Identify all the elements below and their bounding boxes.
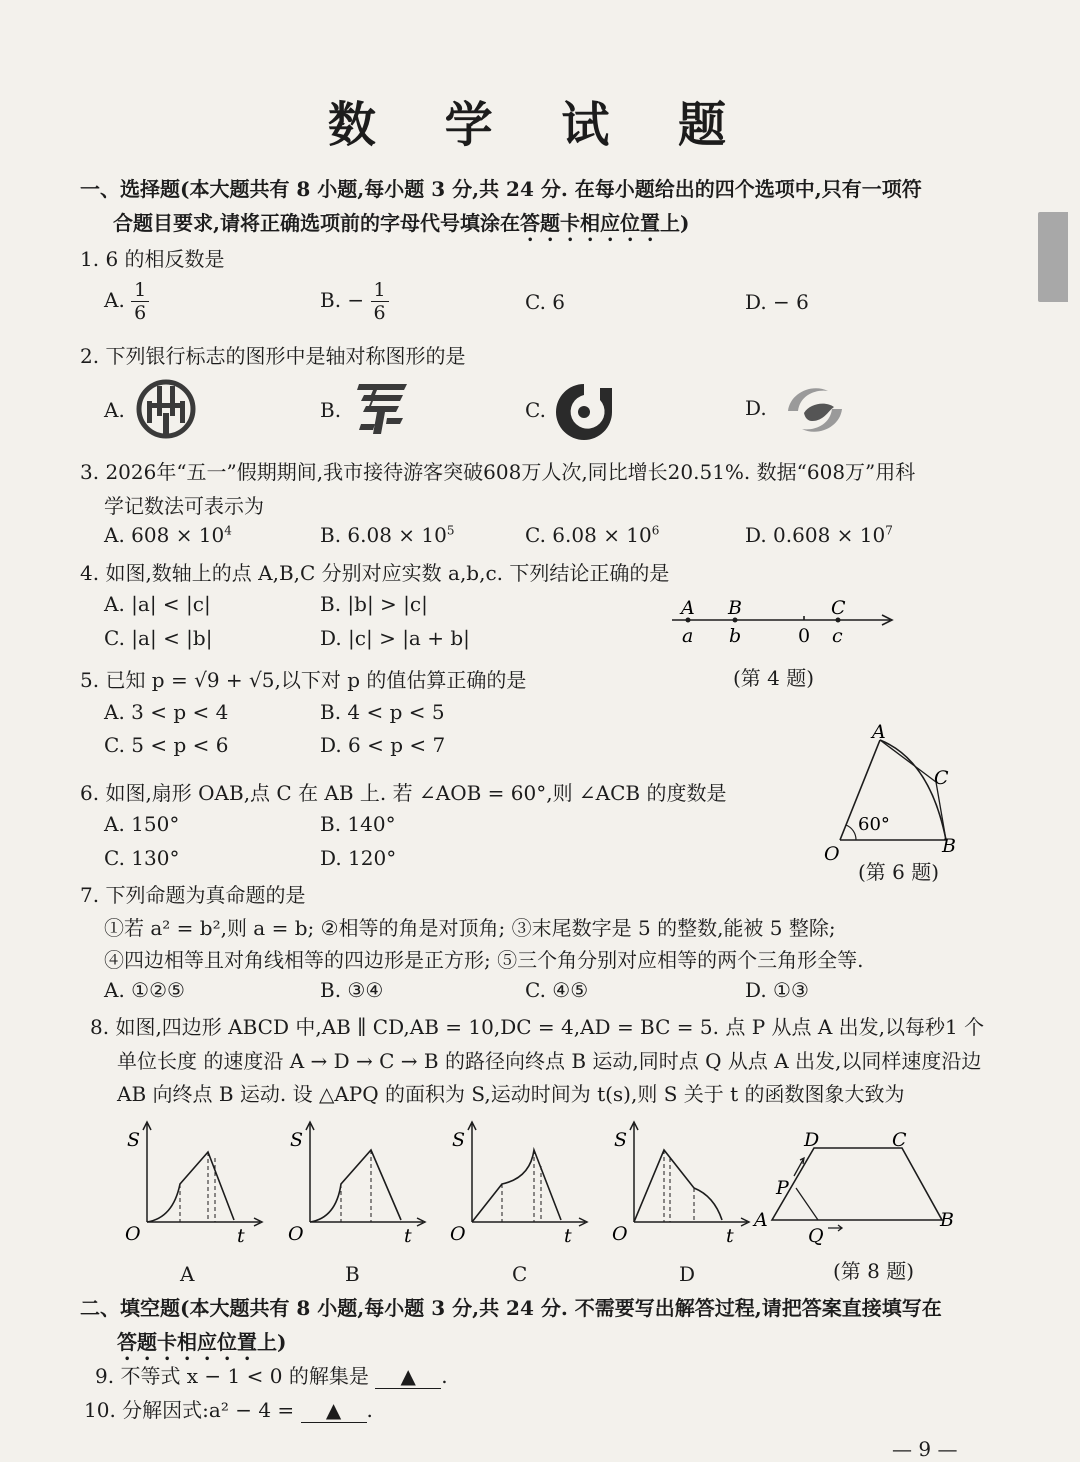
- label-c: C: [934, 767, 949, 789]
- q3-stem-line2: 学记数法可表示为: [104, 494, 264, 518]
- svg-text:O: O: [450, 1223, 466, 1245]
- page-title: 数 学 试 题: [327, 97, 753, 153]
- label-upper-a: A: [681, 597, 695, 619]
- svg-text:S: S: [614, 1129, 628, 1151]
- q4-figure-caption: (第 4 题): [733, 666, 815, 690]
- svg-text:O: O: [612, 1223, 628, 1245]
- svg-text:t: t: [726, 1225, 734, 1247]
- q4-option-b: B. |b| > |c|: [320, 592, 428, 616]
- q1-option-c: C. 6: [525, 290, 566, 314]
- q1-option-d: D. − 6: [745, 290, 809, 314]
- q6-sector-figure: [818, 722, 968, 862]
- q3-option-d: D. $0.608 \times 10^7$: [745, 523, 893, 547]
- q6-figure-caption: (第 6 题): [858, 860, 940, 884]
- section2-header-line1: 二、填空题(本大题共有 8 小题,每小题 3 分,共 24 分. 不需要写出解答过程,请把答案直接填写在: [80, 1296, 942, 1320]
- section1-header-line2: 合题目要求,请将正确选项前的字母代号填涂在答题卡相应位置上): [113, 211, 690, 235]
- q7-option-c: C. ④⑤: [525, 978, 589, 1002]
- section1-header-line1: 一、选择题(本大题共有 8 小题,每小题 3 分,共 24 分. 在每小题给出的四个选项中,只有一项符: [80, 177, 922, 201]
- q5-option-a: A. 3 < p < 4: [104, 700, 229, 724]
- label-o: O: [824, 843, 840, 862]
- q8-graph-b: [278, 1118, 433, 1248]
- label-q: Q: [808, 1225, 824, 1246]
- q5-stem: 5. 已知 p = √9 + √5,以下对 p 的值估算正确的是: [80, 668, 527, 692]
- q3-option-a: A. $608 \times 10^4$: [104, 523, 232, 547]
- label-b: B: [940, 1209, 954, 1231]
- q6-option-b: B. 140°: [320, 812, 396, 836]
- q10: 10. 分解因式:a² − 4 = ▲ .: [84, 1398, 373, 1422]
- q8-stem-line3: AB 向终点 B 运动. 设 △APQ 的面积为 S,运动时间为 t(s),则 S 关于 t 的函数图象大致为: [117, 1082, 905, 1106]
- q8-graph-d: [602, 1118, 757, 1248]
- label-lower-b: b: [729, 625, 742, 647]
- q4-option-c: C. |a| < |b|: [104, 626, 213, 650]
- q6-option-c: C. 130°: [104, 846, 180, 870]
- q8-trapezoid-figure: [752, 1128, 968, 1246]
- q5-option-b: B. 4 < p < 5: [320, 700, 445, 724]
- q8-graph-label-c: C: [512, 1262, 528, 1286]
- q1-stem: 1. 6 的相反数是: [80, 247, 225, 271]
- bank-logo-b-icon: [351, 378, 413, 438]
- q10-answer-blank: ▲: [301, 1398, 367, 1423]
- q7-option-b: B. ③④: [320, 978, 384, 1002]
- label-d: D: [804, 1129, 820, 1151]
- label-upper-b: B: [728, 597, 742, 619]
- q7-option-a: A. ①②⑤: [104, 978, 185, 1002]
- svg-text:O: O: [125, 1223, 141, 1245]
- side-tab-marker: [1038, 212, 1068, 302]
- q8-graph-label-a: A: [180, 1262, 195, 1286]
- q8-stem-line1: 8. 如图,四边形 ABCD 中,AB ∥ CD,AB = 10,DC = 4,AD = BC = 5. 点 P 从点 A 出发,以每秒1 个: [90, 1015, 985, 1039]
- emphasis-answer-card: 答题卡相应位置: [519, 211, 660, 235]
- label-lower-a: a: [682, 625, 694, 647]
- q3-option-c: C. $6.08 \times 10^6$: [525, 523, 660, 547]
- q2-option-d: D.: [745, 396, 767, 420]
- label-a: A: [872, 722, 886, 743]
- q2-option-c: C.: [525, 398, 546, 422]
- q9: 9. 不等式 x − 1 < 0 的解集是 ▲ .: [95, 1364, 448, 1388]
- q5-option-c: C. 5 < p < 6: [104, 733, 229, 757]
- label-angle: 60°: [858, 814, 890, 835]
- q2-option-b: B.: [320, 398, 342, 422]
- label-lower-c: c: [832, 625, 843, 647]
- q2-option-a: A.: [104, 398, 125, 422]
- svg-text:S: S: [290, 1129, 304, 1151]
- q4-option-d: D. |c| > |a + b|: [320, 626, 470, 650]
- section2-header-line2: 答题卡相应位置上): [117, 1330, 287, 1354]
- svg-text:t: t: [564, 1225, 572, 1247]
- svg-text:O: O: [288, 1223, 304, 1245]
- label-upper-c: C: [831, 597, 846, 619]
- bank-logo-d-icon: [782, 381, 848, 441]
- svg-text:t: t: [237, 1225, 245, 1247]
- bank-logo-c-icon: [552, 380, 616, 444]
- page-number: — 9 —: [892, 1437, 958, 1461]
- q5-option-d: D. 6 < p < 7: [320, 733, 446, 757]
- q4-number-line-figure: [668, 596, 898, 648]
- q4-stem: 4. 如图,数轴上的点 A,B,C 分别对应实数 a,b,c. 下列结论正确的是: [80, 561, 670, 585]
- q8-graph-a: [115, 1118, 270, 1248]
- q8-graph-label-d: D: [679, 1262, 696, 1286]
- q9-answer-blank: ▲: [375, 1364, 441, 1389]
- q3-stem-line1: 3. 2026年“五一”假期期间,我市接待游客突破608万人次,同比增长20.51%. 数据“608万”用科: [80, 460, 916, 484]
- q3-option-b: B. $6.08 \times 10^5$: [320, 523, 455, 547]
- bank-logo-a-icon: [134, 377, 198, 441]
- emphasis-answer-card: 答题卡相应位置: [117, 1330, 257, 1354]
- label-a: A: [754, 1209, 768, 1231]
- label-p: P: [776, 1177, 789, 1199]
- q6-stem: 6. 如图,扇形 OAB,点 C 在 AB 上. 若 ∠AOB = 60°,则 ∠ACB 的度数是: [80, 781, 727, 805]
- q1-option-a: A. $\frac{1}{6}$: [104, 279, 149, 324]
- q8-graph-label-b: B: [345, 1262, 360, 1286]
- q8-figure-caption: (第 8 题): [833, 1259, 915, 1283]
- q7-line2: ④四边相等且对角线相等的四边形是正方形; ⑤三个角分别对应相等的两个三角形全等.: [104, 948, 864, 972]
- q8-graph-c: [440, 1118, 595, 1248]
- svg-text:t: t: [404, 1225, 412, 1247]
- q6-option-a: A. 150°: [104, 812, 180, 836]
- q2-stem: 2. 下列银行标志的图形中是轴对称图形的是: [80, 344, 466, 368]
- svg-text:S: S: [452, 1129, 466, 1151]
- q7-line1: ①若 a² = b²,则 a = b; ②相等的角是对顶角; ③末尾数字是 5 的整数,能被 5 整除;: [104, 916, 836, 940]
- q6-option-d: D. 120°: [320, 846, 397, 870]
- q1-option-b: B. − $\frac{1}{6}$: [320, 279, 389, 324]
- q8-stem-line2: 单位长度 的速度沿 A → D → C → B 的路径向终点 B 运动,同时点 Q 从点 A 出发,以同样速度沿边: [117, 1049, 982, 1073]
- q7-option-d: D. ①③: [745, 978, 809, 1002]
- q4-option-a: A. |a| < |c|: [104, 592, 211, 616]
- q7-stem: 7. 下列命题为真命题的是: [80, 883, 306, 907]
- label-lower-zero: 0: [798, 625, 811, 647]
- label-b: B: [942, 835, 956, 857]
- label-c: C: [892, 1129, 907, 1151]
- svg-text:S: S: [127, 1129, 141, 1151]
